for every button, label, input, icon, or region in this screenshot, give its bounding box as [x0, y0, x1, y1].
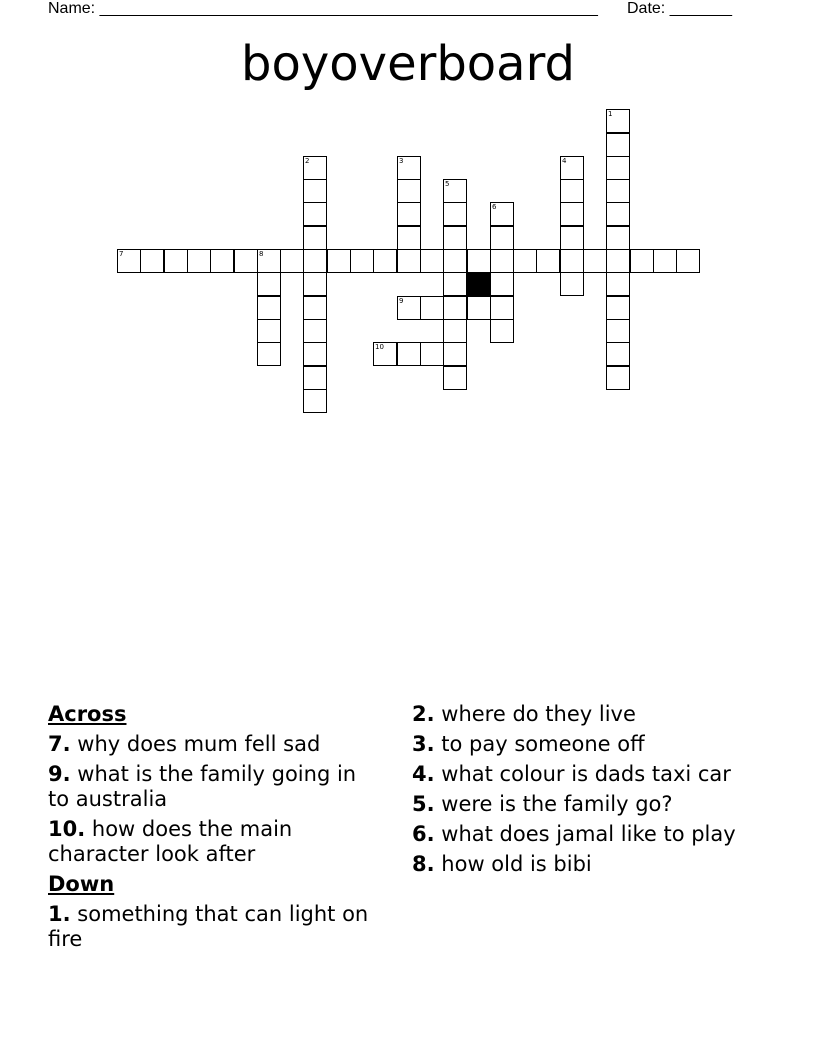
grid-cell[interactable] [490, 272, 514, 296]
grid-cell[interactable] [443, 342, 467, 366]
grid-cell[interactable] [606, 366, 630, 390]
grid-cell[interactable] [653, 249, 677, 273]
clue-text: what colour is dads taxi car [441, 762, 731, 786]
clue-text: were is the family go? [441, 792, 673, 816]
cell-number: 1 [608, 110, 613, 118]
clue-across-10 [48, 817, 378, 867]
grid-cell[interactable] [303, 249, 327, 273]
clue-text: to pay someone off [441, 732, 645, 756]
grid-cell[interactable] [606, 202, 630, 226]
grid-cell[interactable] [303, 226, 327, 250]
grid-cell[interactable] [257, 272, 281, 296]
clue-down-6 [412, 822, 742, 847]
cell-number: 5 [445, 180, 450, 188]
clue-number: 3. [412, 732, 435, 756]
clue-across-9 [48, 762, 378, 812]
grid-cell[interactable] [327, 249, 351, 273]
clue-down-4 [412, 762, 742, 787]
clue-number: 8. [412, 852, 435, 876]
grid-cell[interactable] [117, 249, 141, 273]
grid-cell[interactable] [164, 249, 188, 273]
clue-text: where do they live [441, 702, 636, 726]
grid-cell[interactable] [397, 179, 421, 203]
across-heading: Across [48, 702, 127, 726]
grid-cell[interactable] [373, 249, 397, 273]
cell-number: 4 [562, 157, 567, 165]
date-field: Date: _______ [627, 0, 732, 17]
clue-number: 7. [48, 732, 71, 756]
grid-cell[interactable] [303, 319, 327, 343]
name-field: Name: ________________________________________________________ [48, 0, 598, 17]
clue-text: how old is bibi [441, 852, 592, 876]
grid-cell[interactable] [560, 179, 584, 203]
grid-cell[interactable] [443, 249, 467, 273]
grid-cell[interactable] [606, 179, 630, 203]
cell-number: 7 [119, 250, 124, 258]
grid-cell[interactable] [443, 226, 467, 250]
black-cell [467, 272, 491, 296]
grid-cell[interactable] [234, 249, 258, 273]
grid-cell[interactable] [303, 342, 327, 366]
grid-cell[interactable] [560, 272, 584, 296]
grid-cell[interactable] [490, 296, 514, 320]
grid-cell[interactable] [303, 296, 327, 320]
clue-text: how does the main character look after [48, 817, 293, 866]
grid-cell[interactable] [536, 249, 560, 273]
clues-left-column [48, 702, 378, 957]
grid-cell[interactable] [397, 342, 421, 366]
down-heading: Down [48, 872, 115, 896]
grid-cell[interactable] [606, 109, 630, 133]
clue-number: 10. [48, 817, 86, 841]
grid-cell[interactable] [443, 296, 467, 320]
grid-cell[interactable] [187, 249, 211, 273]
grid-cell[interactable] [606, 296, 630, 320]
puzzle-title: boyoverboard [241, 36, 575, 92]
cell-number: 3 [399, 157, 404, 165]
cell-number: 9 [399, 297, 404, 305]
grid-cell[interactable] [560, 156, 584, 180]
grid-cell[interactable] [303, 272, 327, 296]
clue-across-7 [48, 732, 378, 757]
grid-cell[interactable] [467, 249, 491, 273]
grid-cell[interactable] [210, 249, 234, 273]
clue-number: 4. [412, 762, 435, 786]
grid-cell[interactable] [606, 342, 630, 366]
cell-number: 10 [375, 343, 384, 351]
clues-right-column [412, 702, 742, 882]
clue-down-8 [412, 852, 742, 877]
grid-cell[interactable] [630, 249, 654, 273]
grid-cell[interactable] [560, 226, 584, 250]
clue-text: why does mum fell sad [77, 732, 321, 756]
grid-cell[interactable] [676, 249, 700, 273]
grid-cell[interactable] [606, 133, 630, 157]
grid-cell[interactable] [420, 296, 444, 320]
clue-number: 2. [412, 702, 435, 726]
grid-cell[interactable] [606, 319, 630, 343]
grid-cell[interactable] [490, 249, 514, 273]
grid-cell[interactable] [397, 226, 421, 250]
clue-number: 9. [48, 762, 71, 786]
clue-text: something that can light on fire [48, 902, 369, 951]
clue-down-5 [412, 792, 742, 817]
grid-cell[interactable] [303, 366, 327, 390]
crossword-grid [0, 0, 816, 440]
cell-number: 6 [492, 203, 497, 211]
clue-text: what does jamal like to play [441, 822, 736, 846]
grid-cell[interactable] [467, 296, 491, 320]
grid-cell[interactable] [606, 249, 630, 273]
grid-cell[interactable] [257, 296, 281, 320]
grid-cell[interactable] [257, 249, 281, 273]
grid-cell[interactable] [443, 319, 467, 343]
grid-cell[interactable] [443, 179, 467, 203]
grid-cell[interactable] [397, 296, 421, 320]
grid-cell[interactable] [140, 249, 164, 273]
grid-cell[interactable] [583, 249, 607, 273]
clue-number: 1. [48, 902, 71, 926]
grid-cell[interactable] [560, 249, 584, 273]
clue-down-3 [412, 732, 742, 757]
grid-cell[interactable] [606, 226, 630, 250]
clue-down-1 [48, 902, 378, 952]
grid-cell[interactable] [303, 179, 327, 203]
grid-cell[interactable] [606, 272, 630, 296]
grid-cell[interactable] [443, 366, 467, 390]
grid-cell[interactable] [420, 249, 444, 273]
grid-cell[interactable] [257, 342, 281, 366]
grid-cell[interactable] [397, 156, 421, 180]
grid-cell[interactable] [397, 202, 421, 226]
grid-cell[interactable] [490, 319, 514, 343]
grid-cell[interactable] [397, 249, 421, 273]
grid-cell[interactable] [513, 249, 537, 273]
cell-number: 8 [259, 250, 264, 258]
grid-cell[interactable] [420, 342, 444, 366]
grid-cell[interactable] [303, 202, 327, 226]
grid-cell[interactable] [490, 226, 514, 250]
grid-cell[interactable] [606, 156, 630, 180]
grid-cell[interactable] [490, 202, 514, 226]
grid-cell[interactable] [443, 272, 467, 296]
grid-cell[interactable] [560, 202, 584, 226]
clue-text: what is the family going in to australia [48, 762, 357, 811]
cell-number: 2 [305, 157, 310, 165]
grid-cell[interactable] [280, 249, 304, 273]
grid-cell[interactable] [373, 342, 397, 366]
clue-down-2 [412, 702, 742, 727]
grid-cell[interactable] [350, 249, 374, 273]
grid-cell[interactable] [257, 319, 281, 343]
grid-cell[interactable] [443, 202, 467, 226]
grid-cell[interactable] [303, 389, 327, 413]
clue-number: 6. [412, 822, 435, 846]
grid-cell[interactable] [303, 156, 327, 180]
clue-number: 5. [412, 792, 435, 816]
